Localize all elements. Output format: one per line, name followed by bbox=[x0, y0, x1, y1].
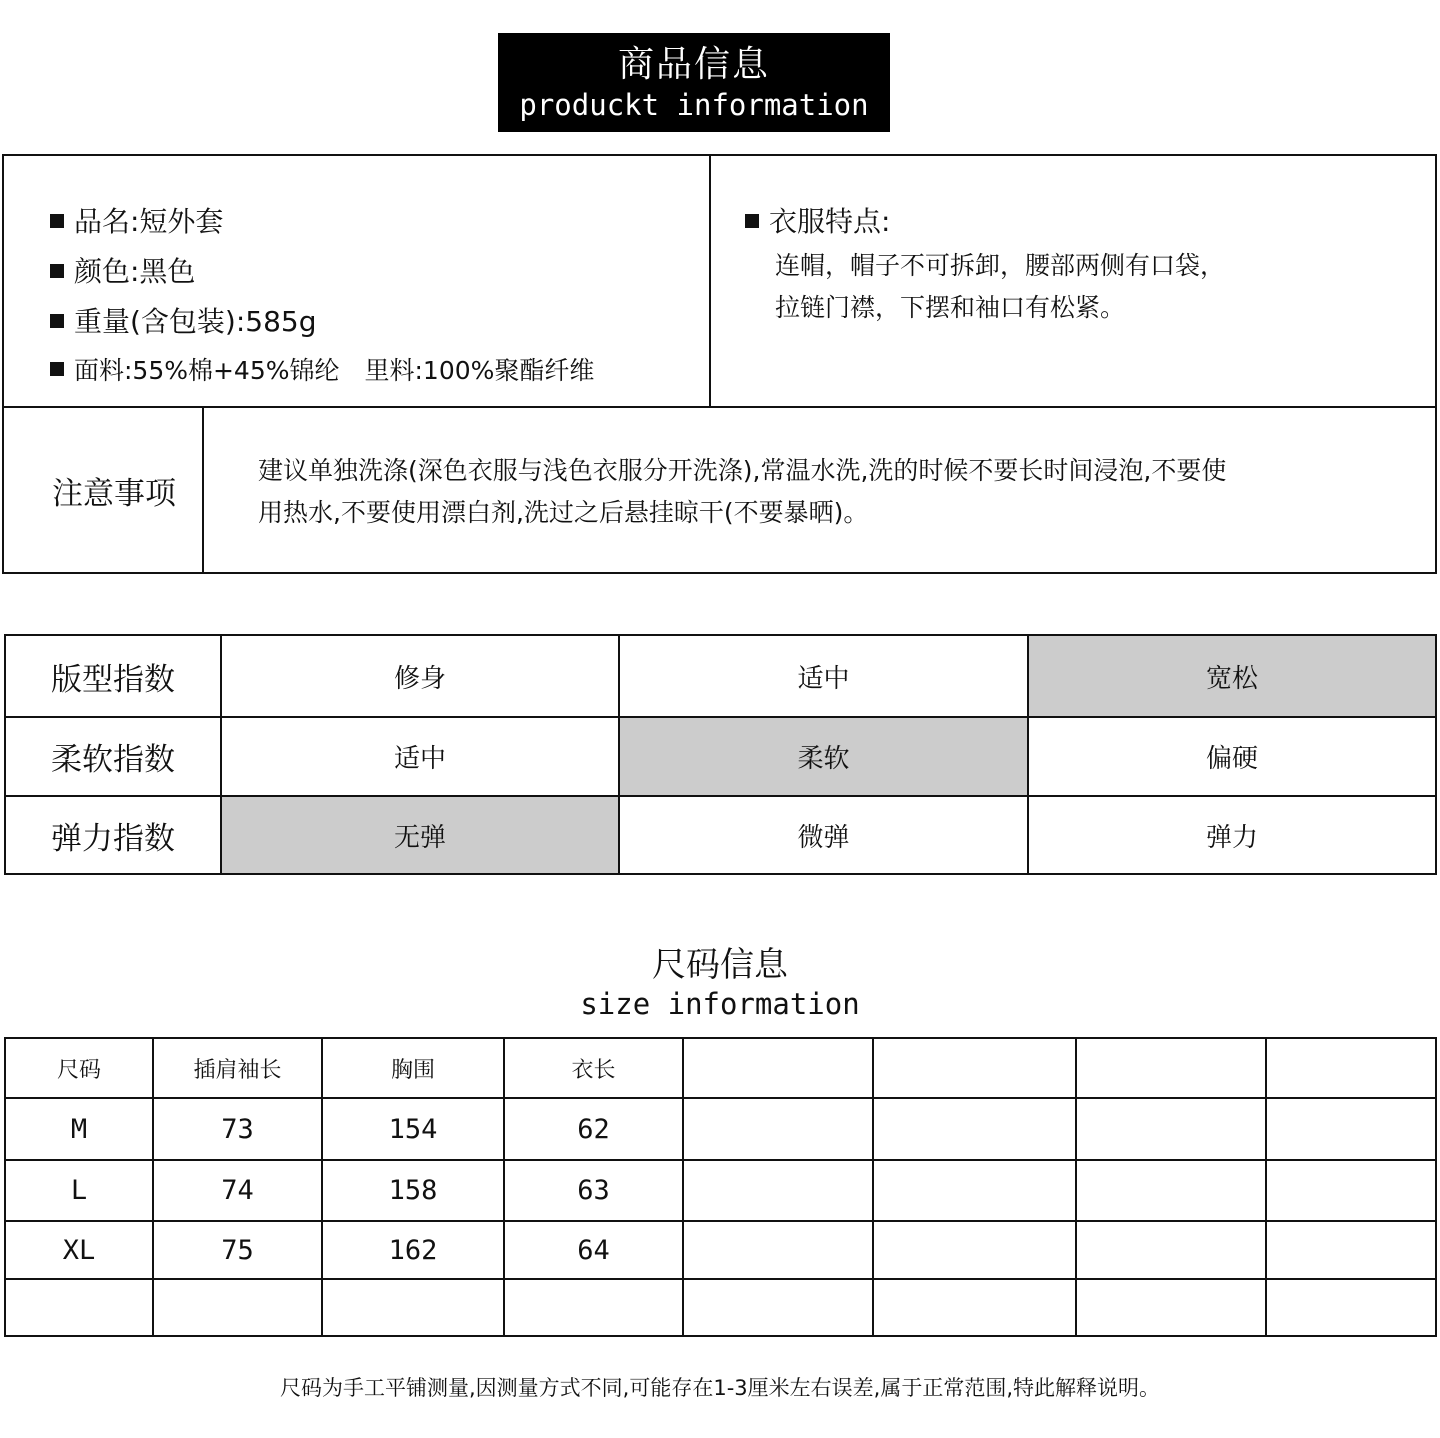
features-line: 拉链门襟，下摆和袖口有松紧。 bbox=[775, 293, 1126, 322]
size-header-cell: 插肩袖长 bbox=[153, 1038, 322, 1098]
index-row bbox=[5, 635, 1436, 717]
size-cell bbox=[1266, 1160, 1436, 1221]
index-option-selected: 无弹 bbox=[221, 796, 619, 874]
index-row bbox=[5, 717, 1436, 796]
divider bbox=[2, 406, 1437, 408]
size-row bbox=[5, 1160, 1436, 1221]
size-header-cell: 衣长 bbox=[504, 1038, 683, 1098]
index-option: 偏硬 bbox=[1028, 717, 1436, 796]
size-cell bbox=[873, 1098, 1076, 1160]
notes-label: 注意事项 bbox=[52, 476, 176, 512]
size-row bbox=[5, 1098, 1436, 1160]
size-cell bbox=[683, 1160, 873, 1221]
index-label: 弹力指数 bbox=[5, 796, 221, 874]
product-material: 面料:55%棉+45%锦纶 里料:100%聚酯纤维 bbox=[74, 356, 595, 385]
size-cell bbox=[683, 1098, 873, 1160]
index-option: 修身 bbox=[221, 635, 619, 717]
bullet-icon bbox=[50, 314, 64, 328]
size-cell: 162 bbox=[322, 1221, 504, 1279]
product-color: 颜色:黑色 bbox=[74, 255, 196, 288]
index-option: 弹力 bbox=[1028, 796, 1436, 874]
product-name: 品名:短外套 bbox=[74, 205, 224, 238]
size-cell: 75 bbox=[153, 1221, 322, 1279]
size-title-cn: 尺码信息 bbox=[652, 945, 788, 985]
size-cell bbox=[1266, 1221, 1436, 1279]
size-header-cell bbox=[1266, 1038, 1436, 1098]
size-cell: 64 bbox=[504, 1221, 683, 1279]
size-footnote: 尺码为手工平铺测量,因测量方式不同,可能存在1-3厘米左右误差,属于正常范围,特此解释说明。 bbox=[280, 1376, 1160, 1400]
size-cell: M bbox=[5, 1098, 153, 1160]
features-title: 衣服特点: bbox=[769, 205, 891, 238]
index-option: 适中 bbox=[221, 717, 619, 796]
size-cell bbox=[1076, 1098, 1266, 1160]
size-cell bbox=[1266, 1279, 1436, 1336]
size-header-cell: 胸围 bbox=[322, 1038, 504, 1098]
notes-line: 建议单独洗涤(深色衣服与浅色衣服分开洗涤),常温水洗,洗的时候不要长时间浸泡,不要使 bbox=[258, 456, 1227, 485]
bullet-icon bbox=[50, 214, 64, 228]
size-header-cell bbox=[1076, 1038, 1266, 1098]
index-label: 柔软指数 bbox=[5, 717, 221, 796]
size-cell: 158 bbox=[322, 1160, 504, 1221]
size-cell bbox=[1266, 1098, 1436, 1160]
index-option: 适中 bbox=[619, 635, 1028, 717]
size-table bbox=[4, 1037, 1437, 1337]
size-header-cell: 尺码 bbox=[5, 1038, 153, 1098]
size-header-row bbox=[5, 1038, 1436, 1098]
size-cell bbox=[504, 1279, 683, 1336]
features-line: 连帽，帽子不可拆卸，腰部两侧有口袋， bbox=[775, 251, 1226, 280]
size-cell bbox=[322, 1279, 504, 1336]
size-info-title bbox=[520, 945, 920, 1023]
size-cell bbox=[873, 1160, 1076, 1221]
size-cell: 154 bbox=[322, 1098, 504, 1160]
product-info-title-banner bbox=[498, 33, 890, 132]
size-cell bbox=[153, 1279, 322, 1336]
divider bbox=[709, 154, 711, 408]
size-cell: 63 bbox=[504, 1160, 683, 1221]
title-cn: 商品信息 bbox=[617, 44, 770, 85]
divider bbox=[202, 406, 204, 574]
product-weight: 重量(含包装):585g bbox=[74, 305, 317, 338]
index-row bbox=[5, 796, 1436, 874]
size-cell: 73 bbox=[153, 1098, 322, 1160]
size-row bbox=[5, 1221, 1436, 1279]
product-color-row bbox=[50, 255, 195, 289]
bullet-icon bbox=[50, 264, 64, 278]
index-option-selected: 柔软 bbox=[619, 717, 1028, 796]
size-header-cell bbox=[683, 1038, 873, 1098]
size-cell bbox=[683, 1279, 873, 1336]
size-cell: 74 bbox=[153, 1160, 322, 1221]
size-title-en: size information bbox=[580, 987, 860, 1021]
product-name-row bbox=[50, 205, 223, 239]
product-material-row bbox=[50, 354, 594, 388]
features-title-row bbox=[745, 205, 890, 239]
bullet-icon bbox=[745, 214, 759, 228]
size-cell: 62 bbox=[504, 1098, 683, 1160]
size-cell bbox=[5, 1279, 153, 1336]
notes-text bbox=[258, 450, 1226, 534]
features-text bbox=[775, 245, 1225, 329]
notes-line: 用热水,不要使用漂白剂,洗过之后悬挂晾干(不要暴晒)。 bbox=[258, 498, 869, 527]
index-table bbox=[4, 634, 1437, 875]
bullet-icon bbox=[50, 362, 64, 376]
size-cell bbox=[1076, 1160, 1266, 1221]
size-cell bbox=[683, 1221, 873, 1279]
index-option-selected: 宽松 bbox=[1028, 635, 1436, 717]
title-en: produckt information bbox=[519, 88, 869, 122]
index-label: 版型指数 bbox=[5, 635, 221, 717]
size-cell: L bbox=[5, 1160, 153, 1221]
size-cell bbox=[873, 1221, 1076, 1279]
size-cell bbox=[1076, 1279, 1266, 1336]
size-header-cell bbox=[873, 1038, 1076, 1098]
index-option: 微弹 bbox=[619, 796, 1028, 874]
product-weight-row bbox=[50, 305, 317, 339]
size-cell bbox=[1076, 1221, 1266, 1279]
size-cell bbox=[873, 1279, 1076, 1336]
size-row bbox=[5, 1279, 1436, 1336]
size-cell: XL bbox=[5, 1221, 153, 1279]
